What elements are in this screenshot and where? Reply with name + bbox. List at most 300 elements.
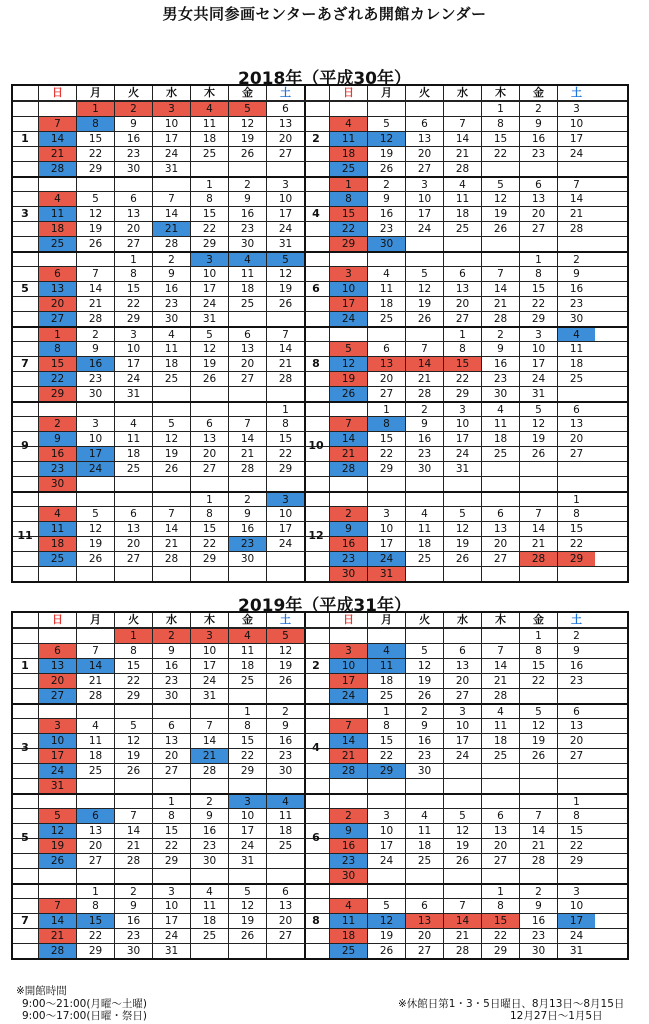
day-cell: 9 bbox=[557, 644, 595, 658]
day-cell: 8 bbox=[367, 719, 405, 733]
day-cell: 11 bbox=[367, 282, 405, 296]
day-cell: 16 bbox=[152, 659, 190, 673]
day-cell: 4 bbox=[481, 705, 519, 718]
month-label-cell bbox=[13, 117, 38, 131]
day-cell bbox=[367, 102, 405, 116]
day-cell: 29 bbox=[190, 552, 228, 566]
weekday-label: 金 bbox=[519, 613, 557, 627]
weekday-label: 月 bbox=[367, 86, 405, 100]
weekday-label: 日 bbox=[38, 613, 76, 627]
day-cell: 8 bbox=[76, 899, 114, 913]
day-cell: 18 bbox=[405, 839, 443, 853]
day-cell: 11 bbox=[329, 132, 367, 146]
day-cell bbox=[367, 869, 405, 883]
day-cell: 6 bbox=[266, 102, 304, 116]
day-cell: 11 bbox=[329, 914, 367, 928]
day-cell bbox=[228, 689, 266, 703]
day-cell: 27 bbox=[266, 147, 304, 161]
week-row bbox=[13, 476, 627, 491]
day-cell: 15 bbox=[519, 282, 557, 296]
day-cell: 6 bbox=[190, 417, 228, 431]
day-cell: 22 bbox=[190, 222, 228, 236]
weekday-label: 木 bbox=[190, 86, 228, 100]
day-cell: 1 bbox=[114, 629, 152, 643]
day-cell: 15 bbox=[152, 824, 190, 838]
day-cell: 20 bbox=[76, 839, 114, 853]
day-cell: 5 bbox=[76, 192, 114, 206]
day-cell bbox=[443, 885, 481, 898]
day-cell: 24 bbox=[228, 839, 266, 853]
day-cell: 22 bbox=[152, 839, 190, 853]
day-cell: 28 bbox=[519, 552, 557, 566]
week-row bbox=[13, 853, 627, 868]
day-cell bbox=[190, 705, 228, 718]
day-cell bbox=[76, 795, 114, 808]
month-label-cell bbox=[13, 869, 38, 883]
day-cell: 12 bbox=[152, 432, 190, 446]
month-label-cell bbox=[304, 689, 329, 703]
day-cell: 14 bbox=[481, 282, 519, 296]
day-cell: 30 bbox=[519, 944, 557, 958]
day-cell: 26 bbox=[76, 237, 114, 251]
day-cell: 27 bbox=[557, 749, 595, 763]
day-cell: 1 bbox=[367, 403, 405, 416]
day-cell: 30 bbox=[367, 237, 405, 251]
day-cell: 13 bbox=[405, 132, 443, 146]
day-cell: 16 bbox=[519, 914, 557, 928]
day-cell: 21 bbox=[557, 207, 595, 221]
day-cell bbox=[152, 779, 190, 793]
day-cell bbox=[114, 795, 152, 808]
day-cell: 20 bbox=[367, 372, 405, 386]
day-cell bbox=[228, 869, 266, 883]
day-cell bbox=[76, 567, 114, 581]
day-cell: 24 bbox=[443, 447, 481, 461]
day-cell: 28 bbox=[557, 222, 595, 236]
day-cell: 14 bbox=[190, 734, 228, 748]
day-cell: 5 bbox=[228, 102, 266, 116]
day-cell: 24 bbox=[557, 929, 595, 943]
weekday-label: 水 bbox=[443, 613, 481, 627]
month-label-cell bbox=[13, 192, 38, 206]
day-cell: 10 bbox=[443, 719, 481, 733]
day-cell: 9 bbox=[329, 824, 367, 838]
day-cell bbox=[190, 387, 228, 401]
day-cell: 3 bbox=[557, 885, 595, 898]
day-cell bbox=[405, 779, 443, 793]
day-cell: 24 bbox=[38, 764, 76, 778]
day-cell: 19 bbox=[519, 432, 557, 446]
day-cell: 17 bbox=[38, 749, 76, 763]
day-cell bbox=[266, 477, 304, 491]
day-cell: 15 bbox=[481, 914, 519, 928]
day-cell: 26 bbox=[519, 447, 557, 461]
day-cell: 24 bbox=[367, 552, 405, 566]
day-cell: 11 bbox=[481, 719, 519, 733]
day-cell: 28 bbox=[228, 462, 266, 476]
day-cell: 19 bbox=[405, 297, 443, 311]
hours-holiday: 9:00～17:00(日曜・祭日) bbox=[22, 1010, 148, 1022]
day-cell: 24 bbox=[266, 537, 304, 551]
day-cell: 31 bbox=[114, 387, 152, 401]
day-cell: 5 bbox=[38, 809, 76, 823]
day-cell: 13 bbox=[38, 282, 76, 296]
day-cell: 8 bbox=[443, 342, 481, 356]
day-cell: 10 bbox=[266, 192, 304, 206]
day-cell: 1 bbox=[228, 705, 266, 718]
day-cell: 14 bbox=[519, 522, 557, 536]
month-label-cell bbox=[13, 387, 38, 401]
day-cell: 7 bbox=[190, 719, 228, 733]
day-cell: 22 bbox=[557, 537, 595, 551]
day-cell: 9 bbox=[519, 117, 557, 131]
day-cell: 29 bbox=[76, 162, 114, 176]
weekday-label: 火 bbox=[405, 613, 443, 627]
day-cell: 6 bbox=[481, 809, 519, 823]
week-row bbox=[13, 161, 627, 176]
day-cell: 6 bbox=[405, 117, 443, 131]
day-cell: 15 bbox=[443, 357, 481, 371]
day-cell bbox=[405, 328, 443, 341]
month-label-3: 3 bbox=[21, 206, 29, 220]
week-row bbox=[13, 551, 627, 566]
day-cell: 25 bbox=[367, 312, 405, 326]
day-cell: 9 bbox=[38, 432, 76, 446]
day-cell: 2 bbox=[152, 253, 190, 266]
day-cell: 16 bbox=[405, 734, 443, 748]
day-cell bbox=[481, 477, 519, 491]
day-cell bbox=[367, 779, 405, 793]
day-cell bbox=[76, 779, 114, 793]
day-cell: 5 bbox=[228, 885, 266, 898]
day-cell: 21 bbox=[481, 674, 519, 688]
day-cell: 2 bbox=[329, 809, 367, 823]
day-cell: 16 bbox=[114, 132, 152, 146]
day-cell: 4 bbox=[266, 795, 304, 808]
day-cell: 30 bbox=[329, 869, 367, 883]
day-cell bbox=[405, 567, 443, 581]
day-cell bbox=[367, 328, 405, 341]
day-cell: 24 bbox=[152, 147, 190, 161]
month-label-cell bbox=[13, 162, 38, 176]
day-cell: 30 bbox=[481, 387, 519, 401]
day-cell: 31 bbox=[152, 944, 190, 958]
day-cell: 6 bbox=[443, 644, 481, 658]
day-cell: 22 bbox=[190, 537, 228, 551]
day-cell: 23 bbox=[367, 222, 405, 236]
day-cell: 17 bbox=[76, 447, 114, 461]
day-cell: 18 bbox=[481, 432, 519, 446]
month-label-cell bbox=[304, 719, 329, 733]
day-cell bbox=[443, 237, 481, 251]
day-cell bbox=[329, 705, 367, 718]
day-cell: 12 bbox=[519, 719, 557, 733]
day-cell: 29 bbox=[152, 854, 190, 868]
day-cell bbox=[152, 387, 190, 401]
day-cell: 3 bbox=[190, 253, 228, 266]
day-cell: 5 bbox=[519, 403, 557, 416]
day-cell bbox=[38, 629, 76, 643]
day-cell: 2 bbox=[76, 328, 114, 341]
day-cell: 8 bbox=[557, 809, 595, 823]
week-row bbox=[13, 703, 627, 718]
month-label-cell bbox=[304, 854, 329, 868]
week-row bbox=[13, 236, 627, 251]
day-cell: 11 bbox=[38, 522, 76, 536]
day-cell bbox=[405, 795, 443, 808]
month-label-cell bbox=[304, 809, 329, 823]
day-cell: 29 bbox=[367, 764, 405, 778]
day-cell: 25 bbox=[38, 552, 76, 566]
day-cell: 3 bbox=[443, 705, 481, 718]
day-cell bbox=[228, 312, 266, 326]
day-cell: 12 bbox=[114, 734, 152, 748]
day-cell bbox=[329, 779, 367, 793]
day-cell bbox=[367, 477, 405, 491]
day-cell bbox=[405, 102, 443, 116]
day-cell: 25 bbox=[481, 749, 519, 763]
day-cell: 3 bbox=[38, 719, 76, 733]
day-cell: 5 bbox=[114, 719, 152, 733]
day-cell: 19 bbox=[266, 659, 304, 673]
week-row bbox=[13, 628, 627, 643]
weekday-label: 水 bbox=[152, 86, 190, 100]
month-label-cell bbox=[13, 267, 38, 281]
day-cell: 31 bbox=[190, 312, 228, 326]
month-label-cell bbox=[13, 644, 38, 658]
month-label-cell bbox=[304, 795, 329, 808]
weekday-header bbox=[13, 86, 627, 101]
weekday-label: 木 bbox=[481, 613, 519, 627]
day-cell: 12 bbox=[405, 282, 443, 296]
weekday-label: 土 bbox=[266, 613, 304, 627]
day-cell: 29 bbox=[38, 387, 76, 401]
month-label-cell bbox=[13, 237, 38, 251]
day-cell bbox=[443, 493, 481, 506]
day-cell bbox=[443, 253, 481, 266]
week-row bbox=[13, 386, 627, 401]
week-row bbox=[13, 763, 627, 778]
day-cell: 1 bbox=[38, 328, 76, 341]
day-cell: 1 bbox=[76, 885, 114, 898]
day-cell: 8 bbox=[557, 507, 595, 521]
month-label-8: 8 bbox=[312, 913, 320, 927]
day-cell: 5 bbox=[367, 117, 405, 131]
week-row bbox=[13, 401, 627, 416]
month-label-cell bbox=[13, 719, 38, 733]
day-cell: 19 bbox=[481, 207, 519, 221]
day-cell: 24 bbox=[557, 147, 595, 161]
day-cell: 3 bbox=[266, 493, 304, 506]
day-cell bbox=[329, 493, 367, 506]
day-cell: 26 bbox=[443, 552, 481, 566]
day-cell: 17 bbox=[443, 734, 481, 748]
day-cell: 17 bbox=[228, 824, 266, 838]
day-cell: 30 bbox=[228, 552, 266, 566]
day-cell: 14 bbox=[114, 824, 152, 838]
month-label-cell bbox=[13, 854, 38, 868]
day-cell: 9 bbox=[114, 899, 152, 913]
day-cell: 21 bbox=[329, 749, 367, 763]
month-label-cell bbox=[13, 102, 38, 116]
day-cell bbox=[329, 328, 367, 341]
day-cell: 4 bbox=[329, 899, 367, 913]
day-cell: 12 bbox=[329, 357, 367, 371]
day-cell: 2 bbox=[38, 417, 76, 431]
day-cell bbox=[519, 462, 557, 476]
day-cell: 6 bbox=[114, 192, 152, 206]
day-cell: 14 bbox=[443, 132, 481, 146]
day-cell: 1 bbox=[152, 795, 190, 808]
day-cell: 23 bbox=[114, 147, 152, 161]
day-cell: 20 bbox=[405, 147, 443, 161]
day-cell: 3 bbox=[266, 178, 304, 191]
day-cell: 20 bbox=[38, 297, 76, 311]
day-cell bbox=[76, 403, 114, 416]
day-cell: 7 bbox=[443, 117, 481, 131]
month-label-cell bbox=[304, 705, 329, 718]
day-cell: 8 bbox=[329, 192, 367, 206]
week-row bbox=[13, 688, 627, 703]
month-label-5: 5 bbox=[21, 831, 29, 844]
month-label-cell bbox=[13, 885, 38, 898]
day-cell: 26 bbox=[190, 372, 228, 386]
day-cell: 30 bbox=[190, 854, 228, 868]
day-cell bbox=[519, 477, 557, 491]
day-cell: 1 bbox=[190, 178, 228, 191]
month-label-cell bbox=[304, 117, 329, 131]
month-label-cell bbox=[304, 222, 329, 236]
day-cell: 5 bbox=[443, 507, 481, 521]
day-cell: 24 bbox=[190, 297, 228, 311]
day-cell: 2 bbox=[519, 885, 557, 898]
day-cell bbox=[114, 869, 152, 883]
day-cell: 26 bbox=[228, 929, 266, 943]
day-cell: 30 bbox=[152, 312, 190, 326]
day-cell: 29 bbox=[519, 312, 557, 326]
day-cell: 7 bbox=[76, 644, 114, 658]
day-cell: 3 bbox=[114, 328, 152, 341]
day-cell: 25 bbox=[481, 447, 519, 461]
day-cell: 9 bbox=[152, 267, 190, 281]
day-cell: 13 bbox=[114, 522, 152, 536]
day-cell: 18 bbox=[114, 447, 152, 461]
day-cell: 20 bbox=[228, 357, 266, 371]
day-cell: 16 bbox=[557, 659, 595, 673]
day-cell bbox=[443, 477, 481, 491]
week-row bbox=[13, 416, 627, 431]
month-label-cell bbox=[13, 929, 38, 943]
day-cell: 7 bbox=[405, 342, 443, 356]
day-cell: 9 bbox=[228, 192, 266, 206]
day-cell: 5 bbox=[405, 644, 443, 658]
month-label-cell bbox=[304, 869, 329, 883]
day-cell: 19 bbox=[114, 749, 152, 763]
day-cell: 13 bbox=[557, 417, 595, 431]
day-cell: 7 bbox=[481, 644, 519, 658]
day-cell: 9 bbox=[367, 192, 405, 206]
day-cell: 10 bbox=[405, 192, 443, 206]
day-cell: 12 bbox=[481, 192, 519, 206]
day-cell: 28 bbox=[443, 944, 481, 958]
day-cell: 9 bbox=[329, 522, 367, 536]
day-cell bbox=[228, 387, 266, 401]
week-row bbox=[13, 778, 627, 793]
day-cell: 17 bbox=[190, 282, 228, 296]
day-cell: 10 bbox=[228, 809, 266, 823]
day-cell: 11 bbox=[367, 659, 405, 673]
day-cell bbox=[443, 869, 481, 883]
day-cell bbox=[228, 779, 266, 793]
day-cell: 19 bbox=[266, 282, 304, 296]
day-cell bbox=[519, 764, 557, 778]
day-cell: 4 bbox=[228, 629, 266, 643]
day-cell: 23 bbox=[76, 372, 114, 386]
day-cell: 2 bbox=[405, 705, 443, 718]
hours-title: ※開館時間 bbox=[16, 985, 67, 997]
day-cell: 30 bbox=[152, 689, 190, 703]
month-column-header bbox=[304, 613, 329, 627]
day-cell: 1 bbox=[114, 253, 152, 266]
day-cell: 28 bbox=[481, 312, 519, 326]
day-cell: 2 bbox=[190, 795, 228, 808]
day-cell: 10 bbox=[329, 282, 367, 296]
day-cell: 6 bbox=[76, 809, 114, 823]
day-cell: 22 bbox=[367, 447, 405, 461]
week-row bbox=[13, 341, 627, 356]
day-cell bbox=[38, 869, 76, 883]
day-cell: 10 bbox=[152, 899, 190, 913]
day-cell bbox=[228, 477, 266, 491]
week-row bbox=[13, 116, 627, 131]
day-cell bbox=[114, 493, 152, 506]
day-cell: 31 bbox=[190, 689, 228, 703]
day-cell: 3 bbox=[76, 417, 114, 431]
day-cell: 19 bbox=[443, 537, 481, 551]
day-cell: 23 bbox=[228, 222, 266, 236]
week-row bbox=[13, 491, 627, 506]
day-cell bbox=[76, 705, 114, 718]
day-cell bbox=[266, 869, 304, 883]
day-cell bbox=[481, 162, 519, 176]
day-cell: 12 bbox=[76, 207, 114, 221]
day-cell: 1 bbox=[266, 403, 304, 416]
week-row bbox=[13, 191, 627, 206]
day-cell: 20 bbox=[266, 914, 304, 928]
day-cell: 8 bbox=[519, 644, 557, 658]
weekday-label: 月 bbox=[76, 86, 114, 100]
day-cell: 16 bbox=[405, 432, 443, 446]
weekday-label: 土 bbox=[557, 613, 595, 627]
day-cell: 13 bbox=[266, 117, 304, 131]
day-cell: 3 bbox=[367, 809, 405, 823]
day-cell: 27 bbox=[405, 944, 443, 958]
day-cell: 24 bbox=[329, 312, 367, 326]
day-cell: 31 bbox=[228, 854, 266, 868]
day-cell: 3 bbox=[152, 102, 190, 116]
day-cell bbox=[114, 705, 152, 718]
day-cell: 5 bbox=[481, 178, 519, 191]
weekday-label: 水 bbox=[152, 613, 190, 627]
month-label-12: 12 bbox=[308, 529, 324, 542]
day-cell: 18 bbox=[190, 914, 228, 928]
day-cell: 19 bbox=[76, 222, 114, 236]
day-cell: 30 bbox=[557, 312, 595, 326]
day-cell: 18 bbox=[38, 222, 76, 236]
month-label-2: 2 bbox=[312, 658, 320, 672]
day-cell bbox=[481, 795, 519, 808]
day-cell: 29 bbox=[557, 552, 595, 566]
